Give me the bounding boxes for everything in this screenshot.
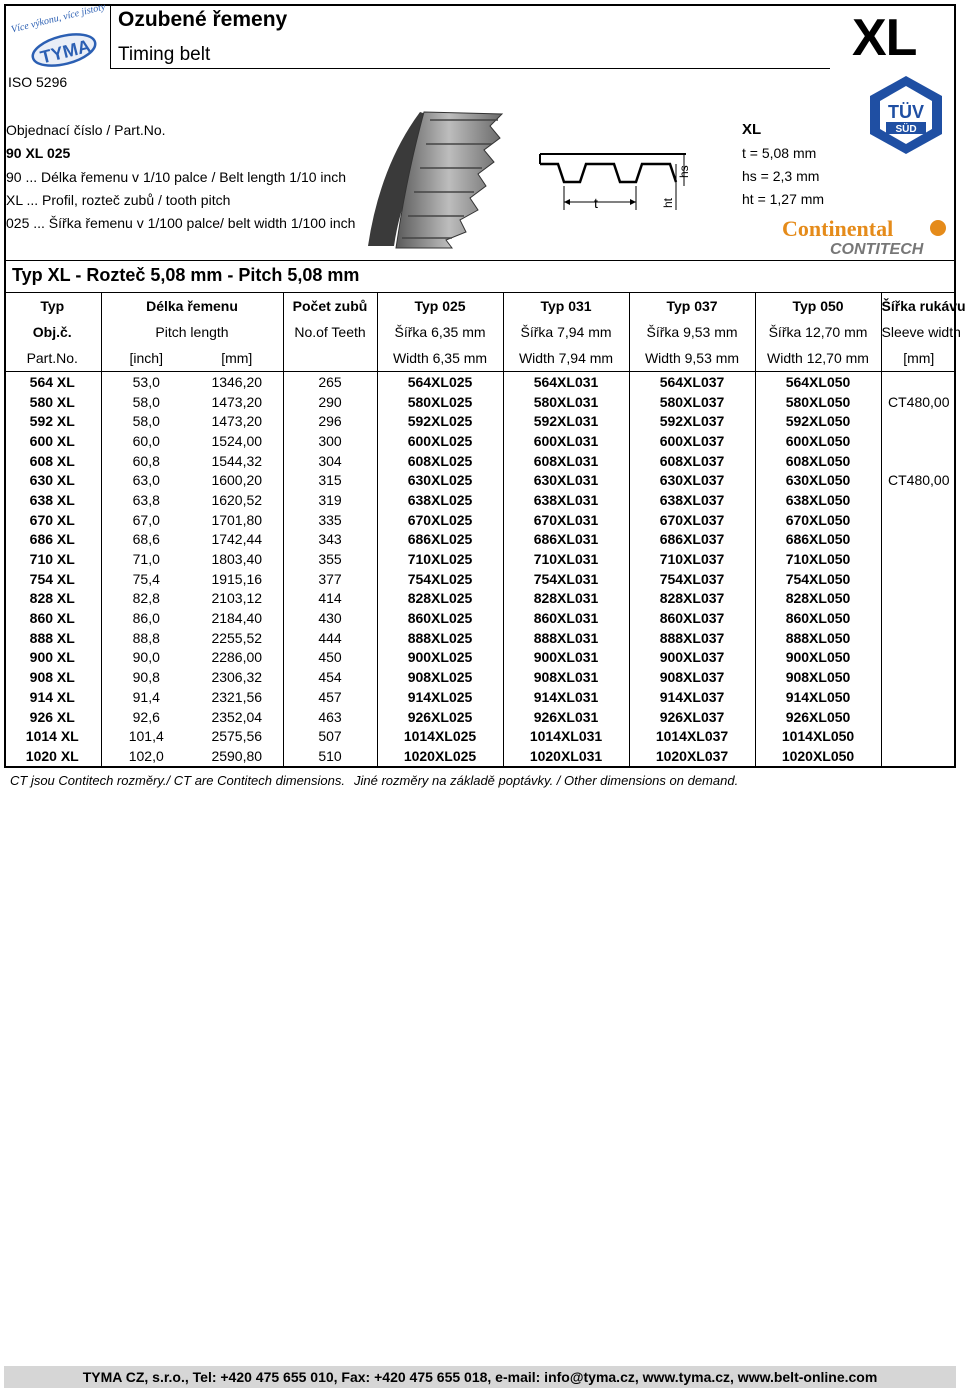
table-cell <box>881 687 956 707</box>
table-cell <box>881 549 956 569</box>
header-pitch-length: Pitch length <box>101 319 283 345</box>
table-cell: 600 XL <box>29 432 75 449</box>
table-cell: 63,0 <box>101 470 191 490</box>
table-cell: 608XL025 <box>377 451 503 471</box>
table-cell: 670 XL <box>29 511 75 528</box>
profile-big-label: XL <box>852 9 917 67</box>
table-cell: 670XL050 <box>755 510 881 530</box>
table-cell: 600XL025 <box>377 431 503 451</box>
table-row <box>4 549 956 569</box>
table-cell: 580XL050 <box>755 392 881 412</box>
table-cell: 265 <box>283 372 377 392</box>
header-typ-050: Typ 050 <box>755 293 881 320</box>
table-row <box>4 687 956 707</box>
table-row <box>4 510 956 530</box>
table-cell: 1620,52 <box>211 491 263 508</box>
table-cell: 564XL050 <box>755 372 881 392</box>
table-cell <box>881 667 956 687</box>
table-cell: 686XL050 <box>755 530 881 550</box>
table-cell: 926XL031 <box>503 707 629 727</box>
table-cell: 860XL025 <box>377 608 503 628</box>
header-divider <box>110 68 830 69</box>
spec-profile-name: XL <box>742 121 762 138</box>
table-cell: 454 <box>283 667 377 687</box>
belt-photo-illustration <box>360 106 510 252</box>
table-row <box>4 431 956 451</box>
header-unit-mm: [mm] <box>191 345 283 372</box>
table-cell: 91,4 <box>101 687 191 707</box>
header-width-en-031: Width 7,94 mm <box>503 345 629 372</box>
table-cell: 1020XL037 <box>629 746 755 766</box>
table-cell: 1600,20 <box>211 472 263 489</box>
header-width-en-050: Width 12,70 mm <box>755 345 881 372</box>
header-part-no: Part.No. <box>4 345 101 372</box>
table-cell <box>881 510 956 530</box>
table-cell: 592 XL <box>29 413 75 430</box>
table-cell: 86,0 <box>101 608 191 628</box>
table-cell: 2184,40 <box>211 610 263 627</box>
table-cell: 638XL025 <box>377 490 503 510</box>
table-cell: 754XL050 <box>755 569 881 589</box>
table-cell: 592XL031 <box>503 411 629 431</box>
logo-slogan: Více výkonu, více jistoty <box>10 1 107 36</box>
table-cell: 457 <box>283 687 377 707</box>
table-cell: 1014XL031 <box>503 726 629 746</box>
diagram-label-ht: ht <box>661 197 675 208</box>
table-cell: 1803,40 <box>211 551 263 568</box>
table-cell: 914XL031 <box>503 687 629 707</box>
table-cell: 828 XL <box>29 590 75 607</box>
table-cell: 914 XL <box>29 688 75 705</box>
table-cell: 888XL037 <box>629 628 755 648</box>
table-cell: 828XL025 <box>377 589 503 609</box>
table-row <box>4 628 956 648</box>
table-cell: 2103,12 <box>211 590 263 607</box>
table-cell: 304 <box>283 451 377 471</box>
tooth-profile-diagram <box>536 146 692 216</box>
table-cell: 828XL037 <box>629 589 755 609</box>
header-obj-c: Obj.č. <box>32 324 72 340</box>
table-cell: 1524,00 <box>211 432 263 449</box>
note-other-dimensions: Jiné rozměry na základě poptávky. / Other dimensions on demand. <box>354 773 739 788</box>
table-cell: 564 XL <box>29 373 75 390</box>
table-cell <box>881 569 956 589</box>
header-sleeve-width: Sleeve width <box>881 319 956 345</box>
logo-divider <box>110 4 111 68</box>
table-cell: 914XL037 <box>629 687 755 707</box>
table-cell: 319 <box>283 490 377 510</box>
table-cell: 908XL037 <box>629 667 755 687</box>
table-cell: 2306,32 <box>211 669 263 686</box>
header-typ-025: Typ 025 <box>377 293 503 320</box>
table-cell: 926XL037 <box>629 707 755 727</box>
table-cell: 564XL025 <box>377 372 503 392</box>
table-cell <box>881 746 956 766</box>
table-cell: 1014 XL <box>25 728 79 745</box>
table-cell: 630XL025 <box>377 470 503 490</box>
table-cell: 670XL037 <box>629 510 755 530</box>
table-row <box>4 411 956 431</box>
continental-contitech-logo <box>780 216 952 258</box>
table-cell: 58,0 <box>101 392 191 412</box>
table-cell: 564XL031 <box>503 372 629 392</box>
table-cell: 580 XL <box>29 393 75 410</box>
table-cell: 600XL037 <box>629 431 755 451</box>
table-cell: 630XL037 <box>629 470 755 490</box>
table-cell: 1014XL050 <box>755 726 881 746</box>
table-cell: 710XL050 <box>755 549 881 569</box>
header-sleeve: Šířka rukávu <box>881 293 956 320</box>
table-cell: 1020 XL <box>4 746 101 766</box>
table-cell: 900XL031 <box>503 648 629 668</box>
header-width-en-037: Width 9,53 mm <box>629 345 755 372</box>
table-cell: 630 XL <box>29 472 75 489</box>
table-cell: 463 <box>283 707 377 727</box>
table-row <box>4 746 956 766</box>
table-row <box>4 490 956 510</box>
page-title-en: Timing belt <box>118 44 211 65</box>
table-cell: 510 <box>283 746 377 766</box>
table-cell: 710 XL <box>29 551 75 568</box>
table-cell: 580XL031 <box>503 392 629 412</box>
header-teeth-blank <box>283 345 377 372</box>
table-cell <box>881 589 956 609</box>
table-cell: 296 <box>283 411 377 431</box>
table-cell <box>881 726 956 746</box>
header-teeth: Počet zubů <box>283 293 377 320</box>
table-cell: 63,8 <box>101 490 191 510</box>
table-row <box>4 451 956 471</box>
section-title: Typ XL - Rozteč 5,08 mm - Pitch 5,08 mm <box>12 265 360 285</box>
table-cell: 908XL031 <box>503 667 629 687</box>
tuv-certification-badge <box>862 74 950 156</box>
table-cell: 630XL050 <box>755 470 881 490</box>
table-cell: 888 XL <box>29 629 75 646</box>
header-typ-031: Typ 031 <box>503 293 629 320</box>
table-cell: 592XL025 <box>377 411 503 431</box>
table-cell: 430 <box>283 608 377 628</box>
header-sleeve-unit: [mm] <box>881 345 956 372</box>
table-cell: 638XL050 <box>755 490 881 510</box>
contitech-wordmark: CONTITECH <box>830 241 924 258</box>
header-width-cs-050: Šířka 12,70 mm <box>755 319 881 345</box>
order-example: 90 XL 025 <box>6 145 71 161</box>
table-row <box>4 569 956 589</box>
table-cell: 377 <box>283 569 377 589</box>
table-cell: 2575,56 <box>211 728 263 745</box>
table-cell: 638XL037 <box>629 490 755 510</box>
order-profile-explain: XL ... Profil, rozteč zubů / tooth pitch <box>6 192 231 208</box>
table-cell: 67,0 <box>101 510 191 530</box>
table-cell: 600XL031 <box>503 431 629 451</box>
table-cell: 686XL037 <box>629 530 755 550</box>
table-cell: 888XL050 <box>755 628 881 648</box>
table-cell: 900XL050 <box>755 648 881 668</box>
table-cell: 2590,80 <box>191 746 283 766</box>
table-cell <box>881 431 956 451</box>
table-row <box>4 707 956 727</box>
table-cell: 71,0 <box>101 549 191 569</box>
table-cell: 710XL037 <box>629 549 755 569</box>
table-cell: 828XL031 <box>503 589 629 609</box>
table-cell: 68,6 <box>101 530 191 550</box>
header-width-cs-025: Šířka 6,35 mm <box>377 319 503 345</box>
table-row <box>4 392 956 412</box>
table-cell: 92,6 <box>101 707 191 727</box>
table-cell: CT480,00 <box>881 392 956 412</box>
table-cell: 2321,56 <box>211 688 263 705</box>
table-cell: 290 <box>283 392 377 412</box>
order-length-explain: 90 ... Délka řemenu v 1/10 palce / Belt length 1/10 inch <box>6 169 347 185</box>
diagram-label-t: t <box>594 195 598 211</box>
table-cell: 101,4 <box>101 726 191 746</box>
table-cell: 1473,20 <box>211 413 263 430</box>
table-cell: 888XL025 <box>377 628 503 648</box>
table-cell <box>881 608 956 628</box>
table-cell: 754XL025 <box>377 569 503 589</box>
table-cell: 608XL050 <box>755 451 881 471</box>
header-width-en-025: Width 6,35 mm <box>377 345 503 372</box>
belt-size-table <box>4 292 966 767</box>
table-cell: 60,8 <box>101 451 191 471</box>
table-row <box>4 726 956 746</box>
table-cell: 1701,80 <box>211 511 263 528</box>
table-cell: 686XL025 <box>377 530 503 550</box>
table-cell: 564XL037 <box>629 372 755 392</box>
table-cell: 900 XL <box>29 649 75 666</box>
table-cell: 686XL031 <box>503 530 629 550</box>
table-cell <box>881 628 956 648</box>
table-row <box>4 530 956 550</box>
table-cell: 860XL031 <box>503 608 629 628</box>
tuv-text: TÜV <box>888 102 924 122</box>
tyma-logo <box>6 1 110 72</box>
table-cell: 638 XL <box>29 491 75 508</box>
table-cell: 900XL025 <box>377 648 503 668</box>
table-cell: 754 XL <box>29 570 75 587</box>
iso-standard: ISO 5296 <box>8 74 68 90</box>
table-cell: 860XL037 <box>629 608 755 628</box>
table-row <box>4 589 956 609</box>
table-cell: 1346,20 <box>211 373 263 390</box>
header-typ-037: Typ 037 <box>629 293 755 320</box>
table-cell: 2255,52 <box>211 629 263 646</box>
page-title-cs: Ozubené řemeny <box>118 8 288 31</box>
table-cell: CT480,00 <box>881 470 956 490</box>
table-cell: 315 <box>283 470 377 490</box>
table-cell: 507 <box>283 726 377 746</box>
table-cell: 1020XL031 <box>503 746 629 766</box>
table-cell: 630XL031 <box>503 470 629 490</box>
table-cell: 686 XL <box>29 531 75 548</box>
table-cell: 900XL037 <box>629 648 755 668</box>
table-cell: 1742,44 <box>211 531 263 548</box>
table-row <box>4 608 956 628</box>
order-info-label: Objednací číslo / Part.No. <box>6 122 166 138</box>
table-cell: 710XL025 <box>377 549 503 569</box>
header-typ: Typ <box>40 298 65 314</box>
table-cell: 1020XL050 <box>755 746 881 766</box>
table-cell: 592XL037 <box>629 411 755 431</box>
continental-wordmark: Continental <box>782 216 894 241</box>
table-cell: 914XL025 <box>377 687 503 707</box>
table-cell: 670XL031 <box>503 510 629 530</box>
table-cell: 608XL031 <box>503 451 629 471</box>
table-cell <box>881 530 956 550</box>
table-cell: 1014XL037 <box>629 726 755 746</box>
table-cell: 58,0 <box>101 411 191 431</box>
table-row <box>4 648 956 668</box>
table-cell: 828XL050 <box>755 589 881 609</box>
table-cell: 355 <box>283 549 377 569</box>
table-cell: 1473,20 <box>211 393 263 410</box>
diagram-label-hs: hs <box>677 165 691 178</box>
table-row <box>4 667 956 687</box>
table-cell: 754XL037 <box>629 569 755 589</box>
table-cell: 908 XL <box>29 669 75 686</box>
table-cell: 60,0 <box>101 431 191 451</box>
header-no-of-teeth: No.of Teeth <box>283 319 377 345</box>
header-width-cs-037: Šířka 9,53 mm <box>629 319 755 345</box>
table-cell: 926XL050 <box>755 707 881 727</box>
table-cell: 592XL050 <box>755 411 881 431</box>
table-row <box>4 372 956 392</box>
table-cell: 860XL050 <box>755 608 881 628</box>
spec-hs: hs = 2,3 mm <box>742 168 820 184</box>
table-cell: 1020XL025 <box>377 746 503 766</box>
table-cell: 75,4 <box>101 569 191 589</box>
spec-pitch: t = 5,08 mm <box>742 145 817 161</box>
table-cell: 1544,32 <box>211 452 263 469</box>
header-width-cs-031: Šířka 7,94 mm <box>503 319 629 345</box>
table-cell: 2286,00 <box>211 649 263 666</box>
table-cell: 914XL050 <box>755 687 881 707</box>
table-cell: 1014XL025 <box>377 726 503 746</box>
table-cell: 82,8 <box>101 589 191 609</box>
table-cell: 450 <box>283 648 377 668</box>
table-cell: 343 <box>283 530 377 550</box>
table-cell <box>881 451 956 471</box>
table-cell: 90,8 <box>101 667 191 687</box>
footer-contact: TYMA CZ, s.r.o., Tel: +420 475 655 010, Fax: +420 475 655 018, e-mail: info@tyma.cz, www.tyma.cz, www.belt-online.com <box>82 1369 878 1385</box>
header-belt-length: Délka řemenu <box>101 293 283 320</box>
table-cell: 754XL031 <box>503 569 629 589</box>
table-cell: 908XL050 <box>755 667 881 687</box>
table-cell: 926 XL <box>29 708 75 725</box>
table-cell: 860 XL <box>29 610 75 627</box>
table-cell: 1915,16 <box>211 570 263 587</box>
table-cell: 600XL050 <box>755 431 881 451</box>
table-cell: 670XL025 <box>377 510 503 530</box>
table-cell <box>881 490 956 510</box>
table-cell: 926XL025 <box>377 707 503 727</box>
table-cell: 414 <box>283 589 377 609</box>
order-width-explain: 025 ... Šířka řemenu v 1/100 palce/ belt width 1/100 inch <box>6 215 356 231</box>
table-row <box>4 470 956 490</box>
table-cell: 710XL031 <box>503 549 629 569</box>
table-cell: 580XL037 <box>629 392 755 412</box>
table-cell: 608 XL <box>29 452 75 469</box>
table-cell: 2352,04 <box>211 708 263 725</box>
table-cell <box>881 372 956 392</box>
table-cell: 580XL025 <box>377 392 503 412</box>
section-divider-top <box>4 260 956 261</box>
table-cell <box>881 648 956 668</box>
table-cell: 888XL031 <box>503 628 629 648</box>
table-cell <box>881 411 956 431</box>
spec-ht: ht = 1,27 mm <box>742 191 825 207</box>
table-cell: 53,0 <box>101 372 191 392</box>
note-contitech: CT jsou Contitech rozměry./ CT are Contitech dimensions. <box>10 773 345 788</box>
header-unit-inch: [inch] <box>101 345 191 372</box>
table-cell: 88,8 <box>101 628 191 648</box>
table-cell <box>881 707 956 727</box>
table-cell: 90,0 <box>101 648 191 668</box>
table-cell: 908XL025 <box>377 667 503 687</box>
sud-text: SÜD <box>895 124 917 135</box>
table-cell: 638XL031 <box>503 490 629 510</box>
table-cell: 444 <box>283 628 377 648</box>
table-cell: 608XL037 <box>629 451 755 471</box>
table-cell: 102,0 <box>101 746 191 766</box>
table-cell: 335 <box>283 510 377 530</box>
table-cell: 300 <box>283 431 377 451</box>
logo-wordmark: TYMA <box>38 35 93 68</box>
